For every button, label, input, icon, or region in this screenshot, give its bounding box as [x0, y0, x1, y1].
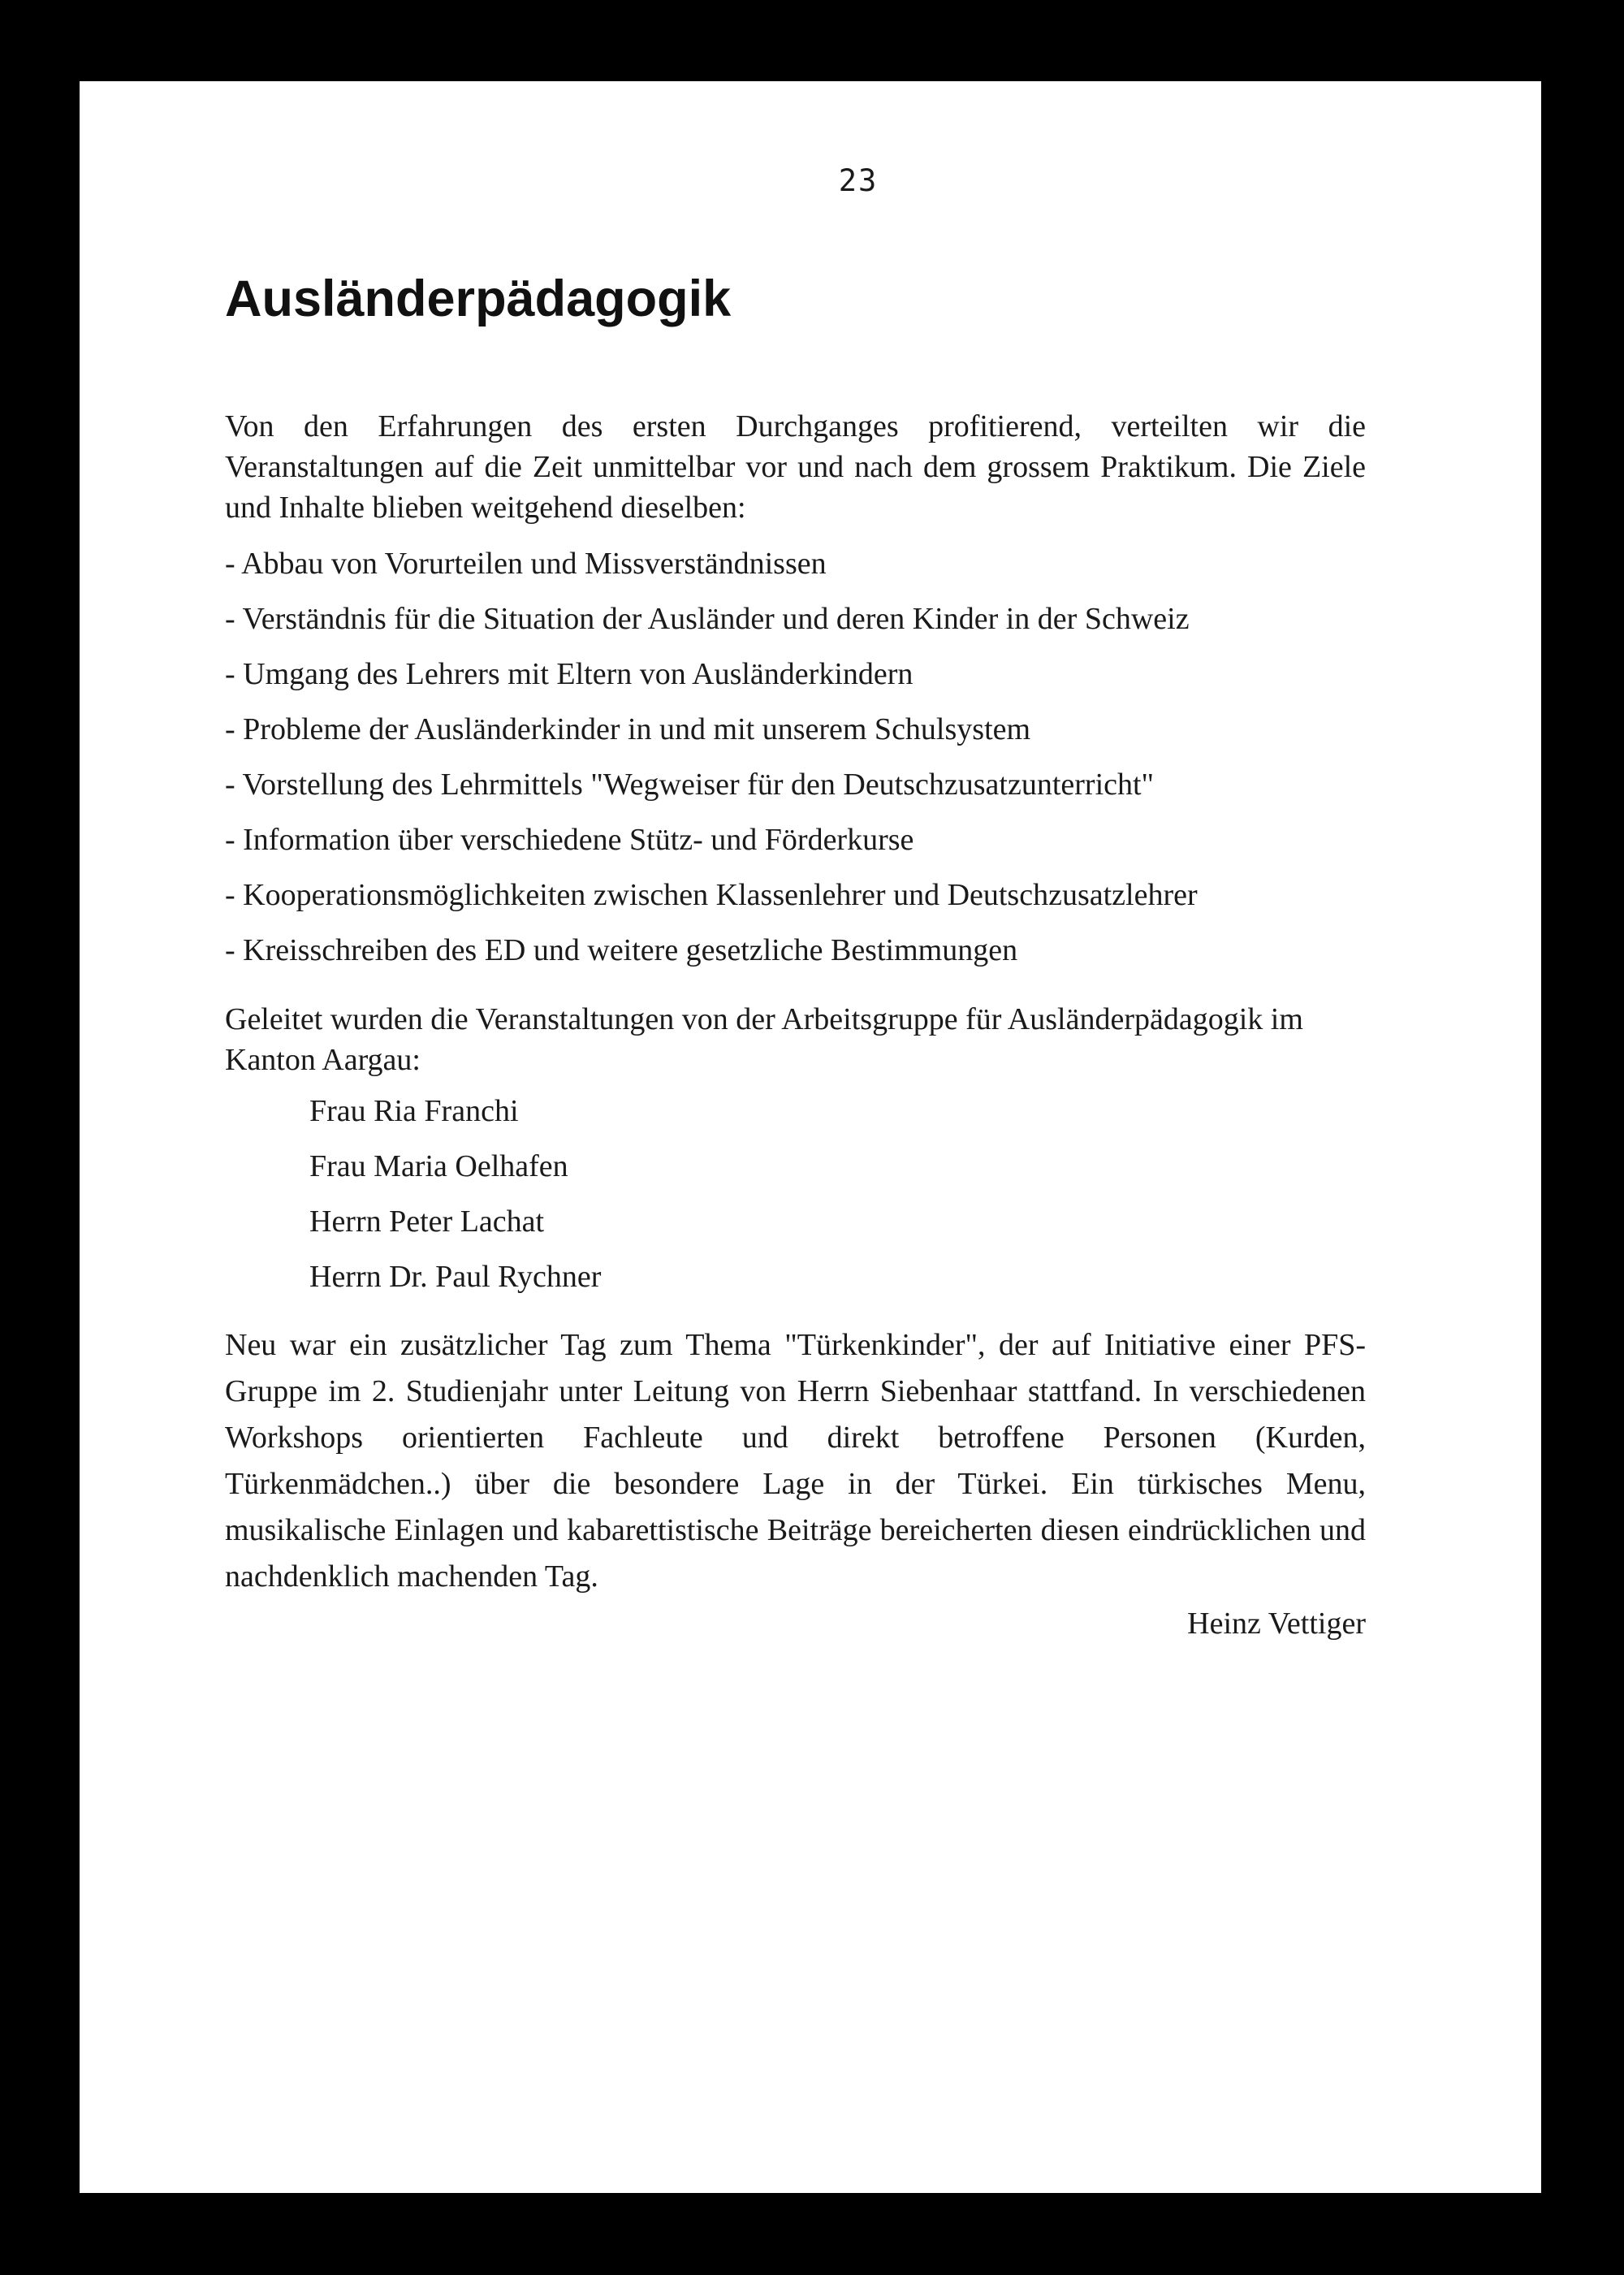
- topic-item: - Information über verschiedene Stütz- und Förderkurse: [225, 820, 1198, 875]
- document-page: [80, 81, 1541, 2193]
- topic-item: - Kooperationsmöglichkeiten zwischen Klassenlehrer und Deutschzusatzlehrer: [225, 875, 1198, 930]
- topic-item: - Verständnis für die Situation der Ausländer und deren Kinder in der Schweiz: [225, 599, 1198, 654]
- topic-item: - Abbau von Vorurteilen und Missverständnissen: [225, 543, 1198, 599]
- page-number: 23: [838, 163, 879, 198]
- author-signature: Heinz Vettiger: [1187, 1607, 1366, 1641]
- leaders-intro: Geleitet wurden die Veranstaltungen von der Arbeitsgruppe für Ausländerpädagogik im Kanton Aargau:: [225, 1002, 1303, 1077]
- leader-name: Frau Maria Oelhafen: [309, 1149, 568, 1183]
- closing-paragraph: Neu war ein zusätzlicher Tag zum Thema "Türkenkinder", der auf Initiative einer PFS-Gruppe im 2. Studienjahr unter Leitung von Herrn Siebenhaar stattfand. In verschiedenen Workshops orientierten Fachleute und direkt betroffene Personen (Kurden, Türkenmädchen..) über die besondere Lage in der Türkei. Ein türkisches Menu, musikalische Einlagen und kabarettistische Beiträge bereicherten diesen eindrücklichen und nachdenklich machenden Tag.: [225, 1328, 1366, 1594]
- intro-paragraph: Von den Erfahrungen des ersten Durchganges profitierend, verteilten wir die Veranstaltungen auf die Zeit unmittelbar vor und nach dem grossem Praktikum. Die Ziele und Inhalte blieben weitgehend dieselben:: [225, 409, 1366, 525]
- page-title: Ausländerpädagogik: [225, 270, 732, 327]
- topic-item: - Kreisschreiben des ED und weitere gesetzliche Bestimmungen: [225, 930, 1198, 985]
- leader-name: Frau Ria Franchi: [309, 1094, 519, 1128]
- leader-name: Herrn Peter Lachat: [309, 1205, 545, 1239]
- topic-list: [225, 543, 1198, 985]
- leader-list: [309, 1091, 601, 1312]
- leader-name: Herrn Dr. Paul Rychner: [309, 1260, 602, 1294]
- topic-item: - Vorstellung des Lehrmittels "Wegweiser für den Deutschzusatzunterricht": [225, 764, 1198, 820]
- topic-item: - Umgang des Lehrers mit Eltern von Ausländerkindern: [225, 654, 1198, 709]
- topic-item: - Probleme der Ausländerkinder in und mit unserem Schulsystem: [225, 709, 1198, 764]
